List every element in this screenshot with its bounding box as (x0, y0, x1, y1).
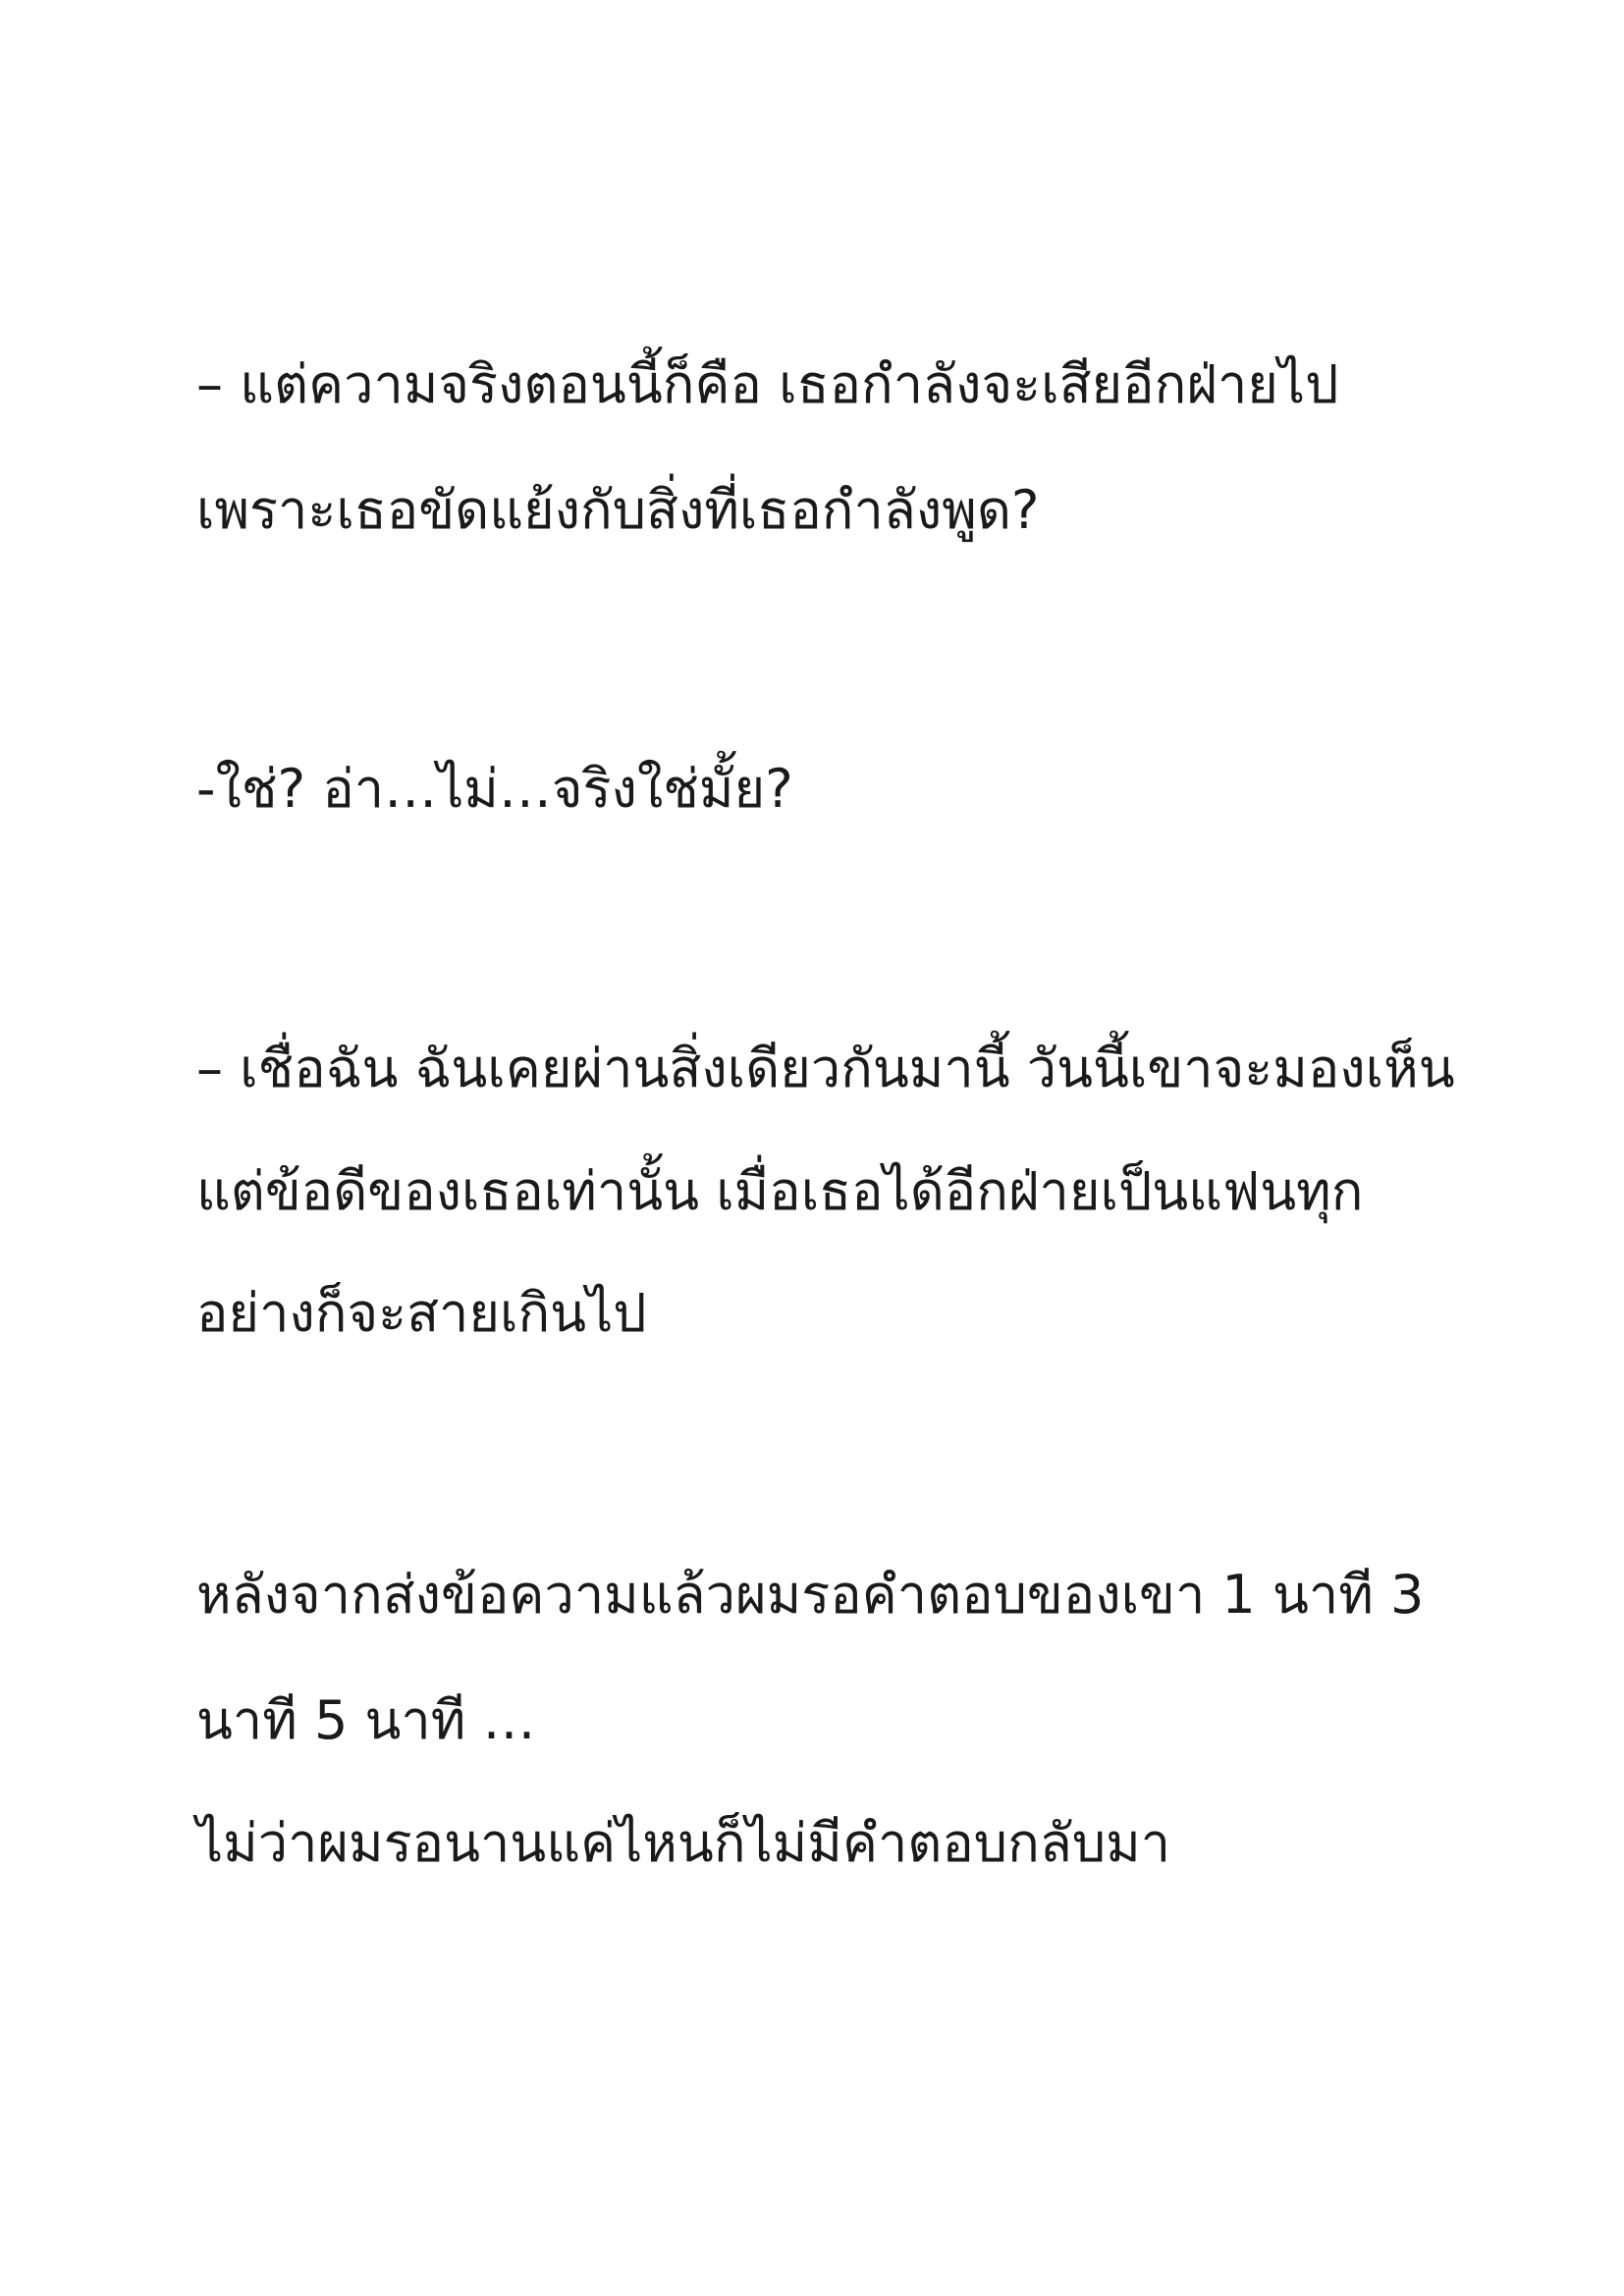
narration-line-2: นาที 5 นาที … (196, 1689, 536, 1751)
dialogue-line-5: แต่ข้อดีของเธอเท่านั้น เมื่อเธอได้อีกฝ่ายเป็นแฟนทุก (196, 1160, 1364, 1222)
dialogue-line-4: – เชื่อฉัน ฉันเคยผ่านสิ่งเดียวกันมานี้ วันนี้เขาจะมองเห็น (196, 1038, 1455, 1099)
dialogue-line-1: – แต่ความจริงตอนนี้ก็คือ เธอกำลังจะเสียอีกฝ่ายไป (196, 353, 1339, 415)
dialogue-line-3: -ใช่? อ่า…ไม่…จริงใช่มั้ย? (196, 758, 793, 820)
narration-line-3: ไม่ว่าผมรอนานแค่ไหนก็ไม่มีคำตอบกลับมา (196, 1812, 1171, 1874)
dialogue-line-2: เพราะเธอขัดแย้งกับสิ่งที่เธอกำลังพูด? (196, 479, 1040, 541)
dialogue-line-6: อย่างก็จะสายเกินไป (196, 1282, 647, 1344)
narration-line-1: หลังจากส่งข้อความแล้วผมรอคำตอบของเขา 1 นาที 3 (196, 1564, 1425, 1626)
